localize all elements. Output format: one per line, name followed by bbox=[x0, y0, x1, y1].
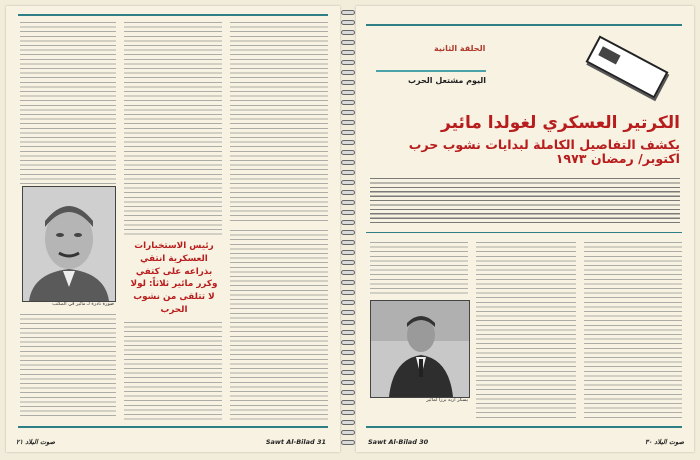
top-rule bbox=[366, 24, 682, 26]
bottom-rule bbox=[366, 426, 682, 428]
bottom-rule bbox=[18, 426, 328, 428]
text-column bbox=[20, 314, 116, 420]
kicker: اليوم مشتعل الحرب bbox=[408, 76, 487, 85]
section-label: الحلقة الثانية bbox=[434, 44, 486, 53]
headline-line-2: يكشف التفاصيل الكاملة لبدايات نشوب حرب اكتوبر/ رمضان ١٩٧٣ bbox=[408, 137, 680, 167]
text-column bbox=[20, 22, 116, 184]
kicker-underline bbox=[376, 70, 486, 72]
page-footer-label: صوت البلاد ٣٠ bbox=[644, 438, 684, 446]
photo-caption: صورة نادرة لـ مائير في المكتب bbox=[52, 302, 114, 307]
headline-line-1: الكرتير العسكري لغولدا مائير bbox=[441, 113, 680, 133]
spiral-binding bbox=[340, 4, 356, 456]
interview-photo bbox=[370, 300, 470, 398]
magazine-footer: Sawt Al-Bilad 30 bbox=[368, 438, 429, 446]
text-column bbox=[230, 230, 328, 420]
page-footer-label: صوت البلاد ٢١ bbox=[16, 438, 56, 446]
photo-caption: يسكر اريه برزا لمائير bbox=[426, 398, 468, 403]
portrait-photo bbox=[22, 186, 116, 302]
top-rule bbox=[18, 14, 328, 16]
text-column bbox=[124, 22, 222, 238]
right-page bbox=[356, 6, 694, 452]
text-column bbox=[476, 242, 576, 420]
text-column bbox=[124, 322, 222, 420]
text-column bbox=[584, 242, 682, 420]
magazine-footer: Sawt Al-Bilad 31 bbox=[265, 438, 326, 446]
decorative-tag bbox=[586, 35, 669, 98]
left-page bbox=[6, 6, 340, 452]
text-column bbox=[370, 242, 468, 296]
text-column bbox=[230, 22, 328, 222]
intro-rule bbox=[366, 232, 682, 233]
pull-quote: رئيس الاستخبارات العسكرية انتقي بذراعه على كتفي وكرر مائير ثلاثاً: لولا لا تتلقى من نشوب الحرب bbox=[130, 241, 218, 315]
intro-paragraph bbox=[370, 178, 680, 226]
